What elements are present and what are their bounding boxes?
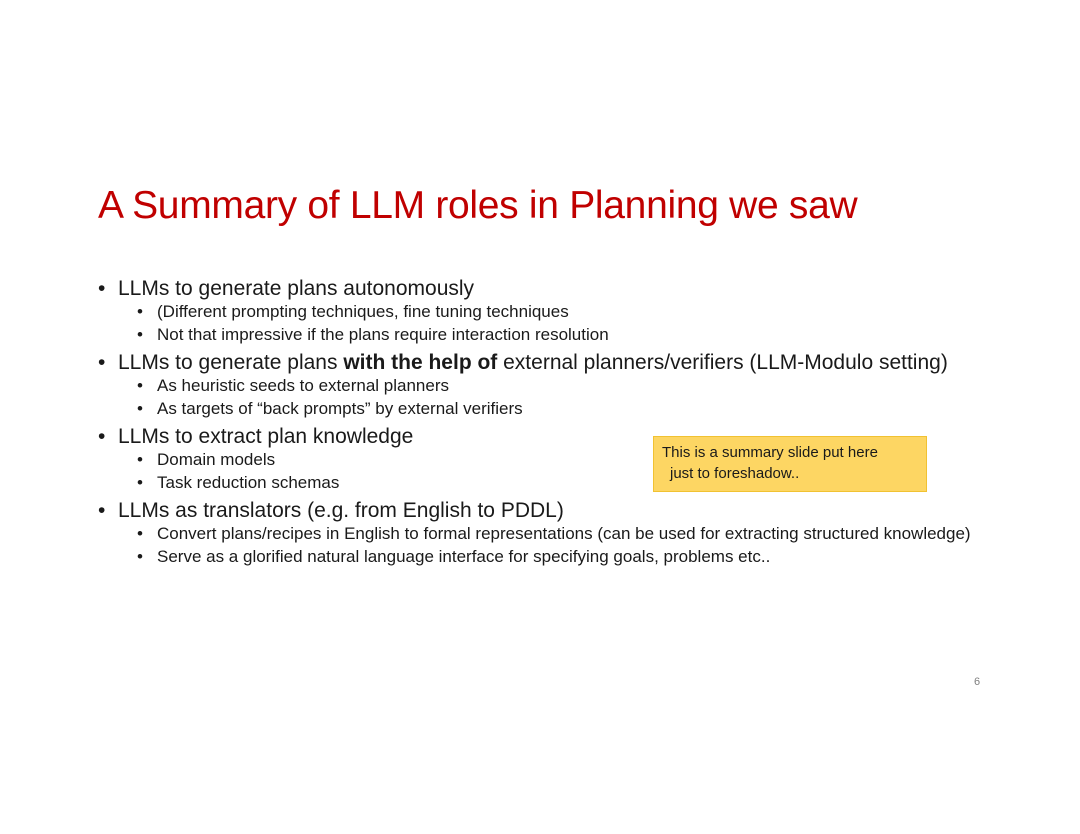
callout-line-2: just to foreshadow..: [670, 465, 800, 482]
sub-bullet-text: Convert plans/recipes in English to formal representations (can be used for extracting structured knowledge): [157, 524, 971, 543]
sub-bullet-item: [118, 548, 998, 566]
bullet-dot-icon: •: [98, 351, 106, 374]
bullet-text: LLMs to extract plan knowledge: [118, 425, 414, 448]
bullet-text-bold: with the help of: [343, 351, 498, 374]
bullet-dot-icon: •: [98, 277, 106, 300]
slide-title: A Summary of LLM roles in Planning we saw: [98, 184, 858, 227]
sub-bullet-item: [118, 400, 998, 418]
bullet-text: LLMs as translators (e.g. from English to PDDL): [118, 499, 564, 522]
sub-bullet-text: As heuristic seeds to external planners: [157, 376, 449, 395]
sub-bullet-text: Not that impressive if the plans require interaction resolution: [157, 325, 609, 344]
sub-bullet-list: [118, 525, 998, 566]
callout-note: [653, 436, 927, 492]
bullet-dot-icon: •: [137, 547, 143, 566]
bullet-dot-icon: •: [137, 325, 143, 344]
bullet-dot-icon: •: [98, 425, 106, 448]
sub-bullet-list: [118, 377, 998, 418]
bullet-item: [98, 352, 998, 418]
bullet-dot-icon: •: [137, 376, 143, 395]
sub-bullet-text: Task reduction schemas: [157, 473, 340, 492]
bullet-dot-icon: •: [137, 302, 143, 321]
bullet-dot-icon: •: [137, 524, 143, 543]
callout-line-1: This is a summary slide put here: [662, 444, 878, 461]
bullet-dot-icon: •: [98, 499, 106, 522]
sub-bullet-text: Domain models: [157, 450, 276, 469]
bullet-list: [98, 278, 998, 566]
bullet-text-pre: LLMs to generate plans: [118, 351, 344, 374]
bullet-text: LLMs to generate plans autonomously: [118, 277, 475, 300]
sub-bullet-item: [118, 377, 998, 395]
bullet-dot-icon: •: [137, 399, 143, 418]
sub-bullet-item: [118, 525, 998, 543]
bullet-item: [98, 500, 998, 566]
sub-bullet-text: As targets of “back prompts” by external verifiers: [157, 399, 523, 418]
sub-bullet-text: Serve as a glorified natural language interface for specifying goals, problems etc..: [157, 547, 771, 566]
bullet-dot-icon: •: [137, 450, 143, 469]
bullet-item: [98, 278, 998, 344]
sub-bullet-text: (Different prompting techniques, fine tuning techniques: [157, 302, 569, 321]
sub-bullet-item: [118, 326, 998, 344]
bullet-dot-icon: •: [137, 473, 143, 492]
sub-bullet-list: [118, 303, 998, 344]
sub-bullet-item: [118, 303, 998, 321]
bullet-text-post: external planners/verifiers (LLM-Modulo setting): [497, 351, 948, 374]
page-number: 6: [974, 676, 981, 688]
bullet-text: [118, 352, 998, 374]
